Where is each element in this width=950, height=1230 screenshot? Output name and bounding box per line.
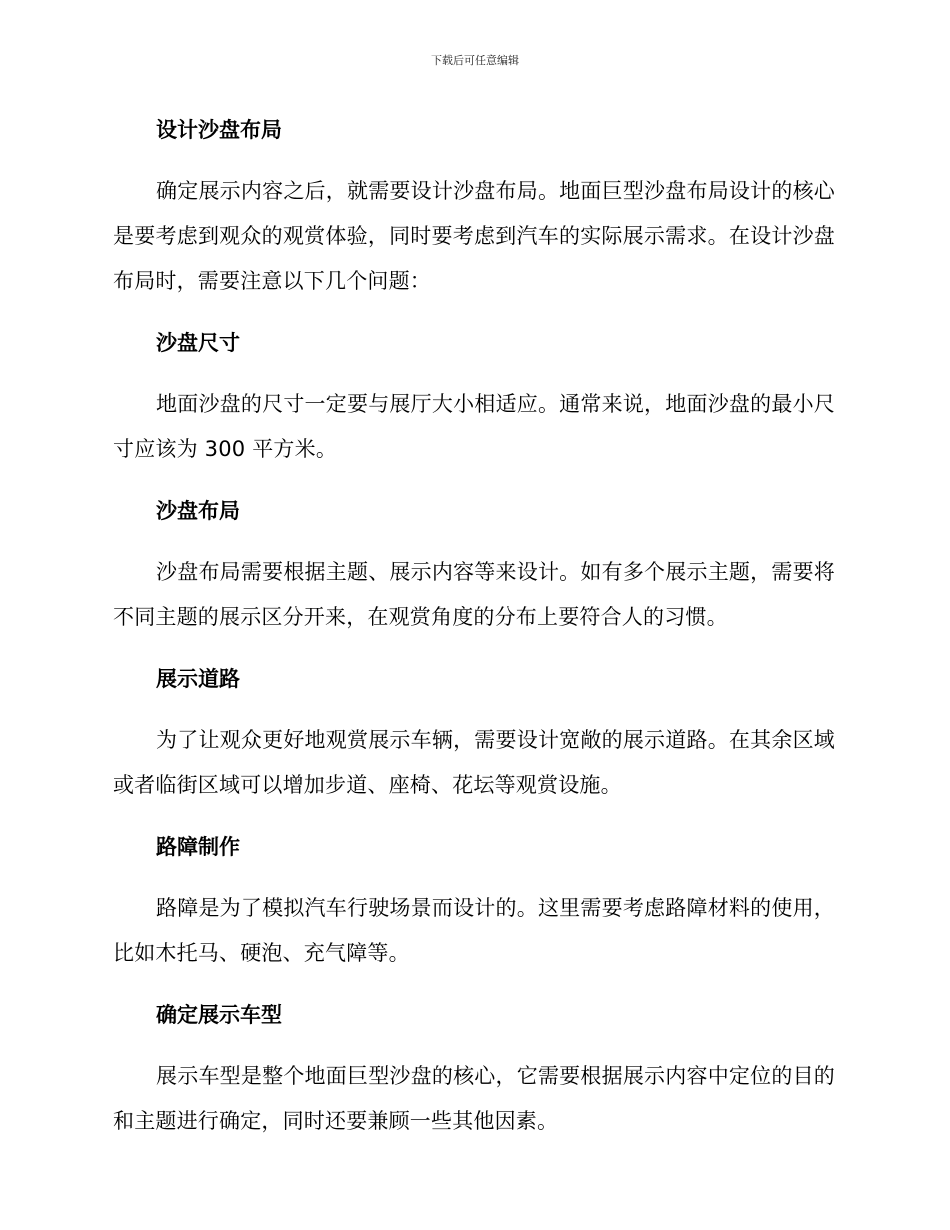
section-heading: 确定展示车型 — [156, 1003, 282, 1027]
section-paragraph: 为了让观众更好地观赏展示车辆，需要设计宽敞的展示道路。在其余区域或者临街区域可以增加步道、座椅、花坛等观赏设施。 — [113, 728, 835, 797]
page-header: 下载后可任意编辑 — [431, 54, 519, 67]
section-paragraph: 沙盘布局需要根据主题、展示内容等来设计。如有多个展示主题，需要将不同主题的展示区分开来，在观赏角度的分布上要符合人的习惯。 — [113, 560, 835, 629]
section-design-layout — [113, 107, 835, 304]
section-paragraph: 确定展示内容之后，就需要设计沙盘布局。地面巨型沙盘布局设计的核心是要考虑到观众的观赏体验，同时要考虑到汽车的实际展示需求。在设计沙盘布局时，需要注意以下几个问题： — [113, 179, 835, 293]
section-display-road — [113, 656, 835, 808]
section-heading: 沙盘尺寸 — [156, 331, 240, 355]
section-sandbox-layout — [113, 488, 835, 640]
document-body — [113, 107, 835, 1160]
section-vehicle-models — [113, 992, 835, 1144]
section-heading: 沙盘布局 — [156, 499, 240, 523]
section-paragraph: 地面沙盘的尺寸一定要与展厅大小相适应。通常来说，地面沙盘的最小尺寸应该为 300 平方米。 — [113, 392, 835, 461]
section-heading: 路障制作 — [156, 835, 240, 859]
section-sandbox-size — [113, 320, 835, 472]
section-heading: 设计沙盘布局 — [156, 118, 282, 142]
section-paragraph: 展示车型是整个地面巨型沙盘的核心，它需要根据展示内容中定位的目的和主题进行确定，同时还要兼顾一些其他因素。 — [113, 1064, 835, 1133]
section-paragraph: 路障是为了模拟汽车行驶场景而设计的。这里需要考虑路障材料的使用，比如木托马、硬泡、充气障等。 — [113, 896, 835, 965]
section-roadblock — [113, 824, 835, 976]
section-heading: 展示道路 — [156, 667, 240, 691]
